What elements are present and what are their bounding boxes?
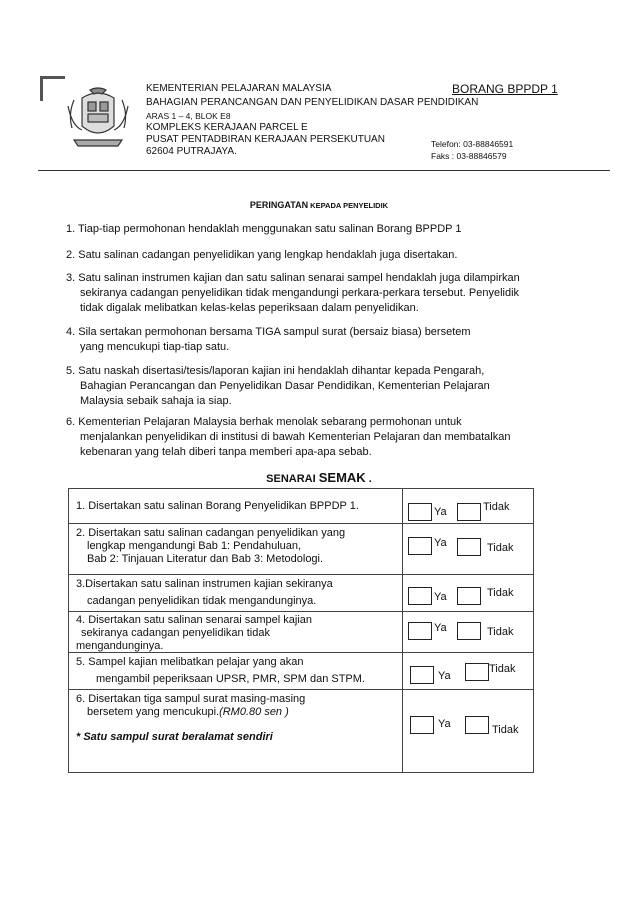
fax: Faks : 03-88846579 — [431, 151, 507, 161]
row-3-ya-label: Ya — [434, 591, 447, 603]
header-centre: PUSAT PENTADBIRAN KERAJAAN PERSEKUTUAN — [146, 134, 385, 145]
header-postcode: 62604 PUTRAJAYA. — [146, 146, 237, 157]
row-3-tidak-checkbox[interactable] — [457, 587, 481, 605]
row-2-tidak-checkbox[interactable] — [457, 538, 481, 556]
row-6-ya-label: Ya — [438, 718, 451, 730]
checklist-row-5 — [69, 653, 533, 690]
row-6-tidak-checkbox[interactable] — [465, 716, 489, 734]
row-4-tidak-checkbox[interactable] — [457, 622, 481, 640]
row-6-tidak-label: Tidak — [492, 724, 519, 736]
row-5-ya-label: Ya — [438, 670, 451, 682]
header-divider — [38, 170, 610, 171]
row-2-ya-label: Ya — [434, 537, 447, 549]
header-division: BAHAGIAN PERANCANGAN DAN PENYELIDIKAN DASAR PENDIDIKAN — [146, 97, 479, 108]
row-3-ya-checkbox[interactable] — [408, 587, 432, 605]
row-1-ya-checkbox[interactable] — [408, 503, 432, 521]
row-2-ya-checkbox[interactable] — [408, 537, 432, 555]
telephone: Telefon: 03-88846591 — [431, 139, 514, 149]
checklist-row-3 — [69, 575, 533, 612]
row-3-text: 3.Disertakan satu salinan instrumen kajian sekiranya cadangan penyelidikan tidak mengandunginya. — [76, 578, 333, 607]
checklist-row-6 — [69, 690, 533, 772]
row-6-ya-checkbox[interactable] — [410, 716, 434, 734]
checklist-row-4 — [69, 612, 533, 653]
row-4-ya-label: Ya — [434, 622, 447, 634]
note-4: 4. Sila sertakan permohonan bersama TIGA sampul surat (bersaiz biasa) bersetem yang mencukupi tiap-tiap satu. — [66, 326, 471, 353]
note-2: 2. Satu salinan cadangan penyelidikan yang lengkap hendaklah juga disertakan. — [66, 249, 458, 261]
checklist-title: SENARAI SEMAK . — [266, 470, 372, 485]
row-2-text: 2. Disertakan satu salinan cadangan penyelidikan yang lengkap mengandungi Bab 1: Pendahuluan, Bab 2: Tinjauan Literatur dan Bab 3: Metodologi. — [76, 527, 346, 565]
row-5-text: 5. Sampel kajian melibatkan pelajar yang akan mengambil peperiksaan UPSR, PMR, SPM dan STPM. — [76, 656, 365, 685]
row-4-tidak-label: Tidak — [487, 626, 514, 638]
row-2-tidak-label: Tidak — [487, 542, 514, 554]
row-6-text: 6. Disertakan tiga sampul surat masing-masing bersetem yang mencukupi.(RM0.80 sen ) * Satu sampul surat beralamat sendiri — [76, 693, 306, 743]
note-5: 5. Satu naskah disertasi/tesis/laporan kajian ini hendaklah dihantar kepada Pengarah, Bahagian Perancangan dan Penyelidikan Dasar Pendidikan, Kementerian Pelajaran Malaysia sebaik sahaja ia siap. — [66, 365, 490, 407]
form-code: BORANG BPPDP 1 — [452, 82, 558, 96]
row-3-tidak-label: Tidak — [487, 587, 514, 599]
checklist-table — [68, 488, 534, 773]
row-5-tidak-label: Tidak — [489, 663, 516, 675]
row-1-ya-label: Ya — [434, 506, 447, 518]
row-1-text: 1. Disertakan satu salinan Borang Penyelidikan BPPDP 1. — [76, 500, 359, 512]
row-4-ya-checkbox[interactable] — [408, 622, 432, 640]
note-1: 1. Tiap-tiap permohonan hendaklah menggunakan satu salinan Borang BPPDP 1 — [66, 223, 462, 235]
row-5-tidak-checkbox[interactable] — [465, 663, 489, 681]
note-3: 3. Satu salinan instrumen kajian dan satu salinan senarai sampel hendaklah juga dilampirkan sekiranya cadangan penyelidikan tidak mengandungi perkara-perkara tersebut. Penyelidik tidak digalak melibatkan kelas-kelas peperiksaan dalam penyelidikan. — [66, 272, 520, 314]
row-6-footnote: * Satu sampul surat beralamat sendiri — [76, 731, 273, 743]
coat-of-arms-logo — [60, 86, 136, 150]
note-6: 6. Kementerian Pelajaran Malaysia berhak menolak sebarang permohonan untuk menjalankan penyelidikan di institusi di bawah Kementerian Pelajaran dan membatalkan kebenaran yang telah diberi tanpa memberi apa-apa sebab. — [66, 416, 511, 458]
row-1-tidak-label: Tidak — [483, 501, 510, 513]
header-complex: KOMPLEKS KERAJAAN PARCEL E — [146, 122, 308, 133]
row-1-tidak-checkbox[interactable] — [457, 503, 481, 521]
checklist-row-2 — [69, 524, 533, 575]
warning-title: PERINGATAN KEPADA PENYELIDIK — [249, 200, 389, 210]
header-floor: ARAS 1 – 4, BLOK E8 — [146, 111, 231, 121]
row-5-ya-checkbox[interactable] — [410, 666, 434, 684]
checklist-row-1 — [69, 489, 533, 524]
header-ministry: KEMENTERIAN PELAJARAN MALAYSIA — [146, 83, 332, 94]
row-4-text: 4. Disertakan satu salinan senarai sampel kajian sekiranya cadangan penyelidikan tidak mengandunginya. — [76, 614, 313, 652]
